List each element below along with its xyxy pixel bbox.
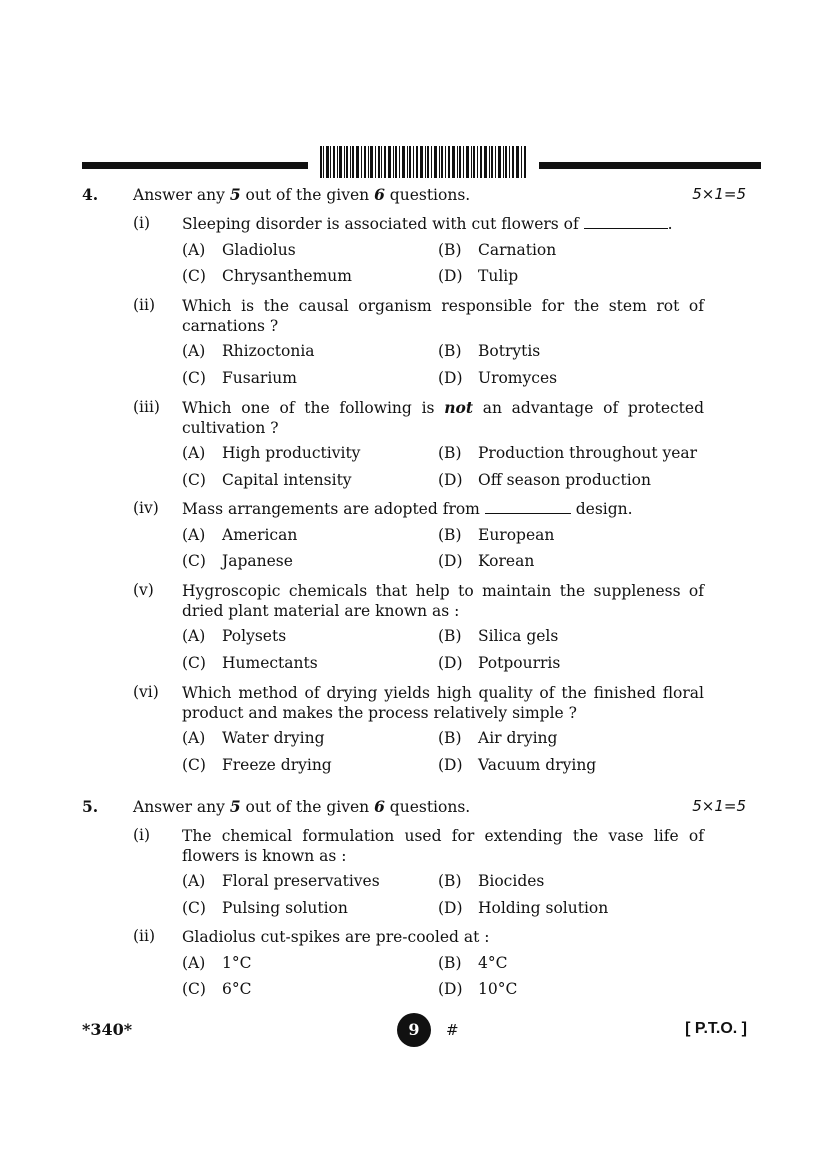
option-d: (D) Holding solution: [438, 899, 609, 917]
option-d: (D) Potpourris: [438, 654, 561, 672]
question-number: 5.: [82, 797, 99, 816]
option-a: (A) 1°C: [182, 954, 252, 972]
option-d: (D) Korean: [438, 552, 535, 570]
subquestion-index: (vi): [133, 683, 159, 701]
option-d: (D) Tulip: [438, 267, 519, 285]
subquestion-index: (ii): [133, 927, 156, 945]
question-4-header: [82, 185, 746, 207]
option-c: (C) Pulsing solution: [182, 899, 348, 917]
option-c: (C) Humectants: [182, 654, 318, 672]
option-a: (A) Rhizoctonia: [182, 342, 315, 360]
option-c: (C) 6°C: [182, 980, 252, 998]
subquestion-index: (i): [133, 214, 151, 232]
option-c: (C) Freeze drying: [182, 756, 332, 774]
option-b: (B) 4°C: [438, 954, 508, 972]
option-b: (B) Carnation: [438, 241, 557, 259]
subquestion-index: (ii): [133, 296, 156, 314]
option-c: (C) Japanese: [182, 552, 293, 570]
option-d: (D) Vacuum drying: [438, 756, 597, 774]
option-a: (A) Water drying: [182, 729, 325, 747]
pto-label: [ P.T.O. ]: [685, 1020, 747, 1037]
option-c: (C) Capital intensity: [182, 471, 352, 489]
subquestion-index: (i): [133, 826, 151, 844]
option-d: (D) Uromyces: [438, 369, 558, 387]
option-a: (A) Polysets: [182, 627, 287, 645]
marks-label: 5×1=5: [692, 797, 746, 815]
question-5-header: [82, 797, 746, 819]
option-a: (A) Floral preservatives: [182, 872, 380, 890]
page-number: 9: [397, 1013, 431, 1047]
subquestion-index: (iv): [133, 499, 159, 517]
header-rule-left: [82, 162, 308, 169]
option-b: (B) Silica gels: [438, 627, 559, 645]
subquestion-index: (v): [133, 581, 154, 599]
option-b: (B) Production throughout year: [438, 444, 698, 462]
subquestion-text: Which is the causal organism responsible for the stem rot of carnations ?: [182, 297, 704, 335]
hash-mark: #: [446, 1021, 459, 1039]
question-number: 4.: [82, 185, 99, 204]
option-b: (B) Biocides: [438, 872, 545, 890]
subquestion-text: Sleeping disorder is associated with cut flowers of .: [182, 215, 673, 233]
subquestion-text: Which one of the following is not an advantage of protected cultivation ?: [182, 398, 704, 437]
paper-code: *340*: [82, 1020, 133, 1039]
subquestion-text: Hygroscopic chemicals that help to maintain the suppleness of dried plant material are known as :: [182, 582, 704, 620]
header-rule-right: [539, 162, 761, 169]
option-b: (B) Botrytis: [438, 342, 541, 360]
option-c: (C) Chrysanthemum: [182, 267, 352, 285]
subquestion-index: (iii): [133, 398, 160, 416]
option-d: (D) Off season production: [438, 471, 651, 489]
option-a: (A) High productivity: [182, 444, 361, 462]
subquestion-text: Gladiolus cut-spikes are pre-cooled at :: [182, 928, 490, 946]
subquestion-text: Mass arrangements are adopted from design.: [182, 500, 633, 518]
option-a: (A) American: [182, 526, 298, 544]
fill-in-blank: [584, 216, 668, 229]
option-a: (A) Gladiolus: [182, 241, 296, 259]
option-b: (B) European: [438, 526, 555, 544]
question-instruction: Answer any 5 out of the given 6 questions.: [133, 185, 471, 204]
barcode-image: [318, 146, 530, 178]
subquestion-text: Which method of drying yields high quality of the finished floral product and makes the process relatively simple ?: [182, 684, 704, 722]
subquestion-text: The chemical formulation used for extending the vase life of flowers is known as :: [182, 827, 704, 865]
question-instruction: Answer any 5 out of the given 6 questions.: [133, 797, 471, 816]
marks-label: 5×1=5: [692, 185, 746, 203]
fill-in-blank: [485, 501, 571, 514]
option-b: (B) Air drying: [438, 729, 558, 747]
option-c: (C) Fusarium: [182, 369, 297, 387]
option-d: (D) 10°C: [438, 980, 518, 998]
